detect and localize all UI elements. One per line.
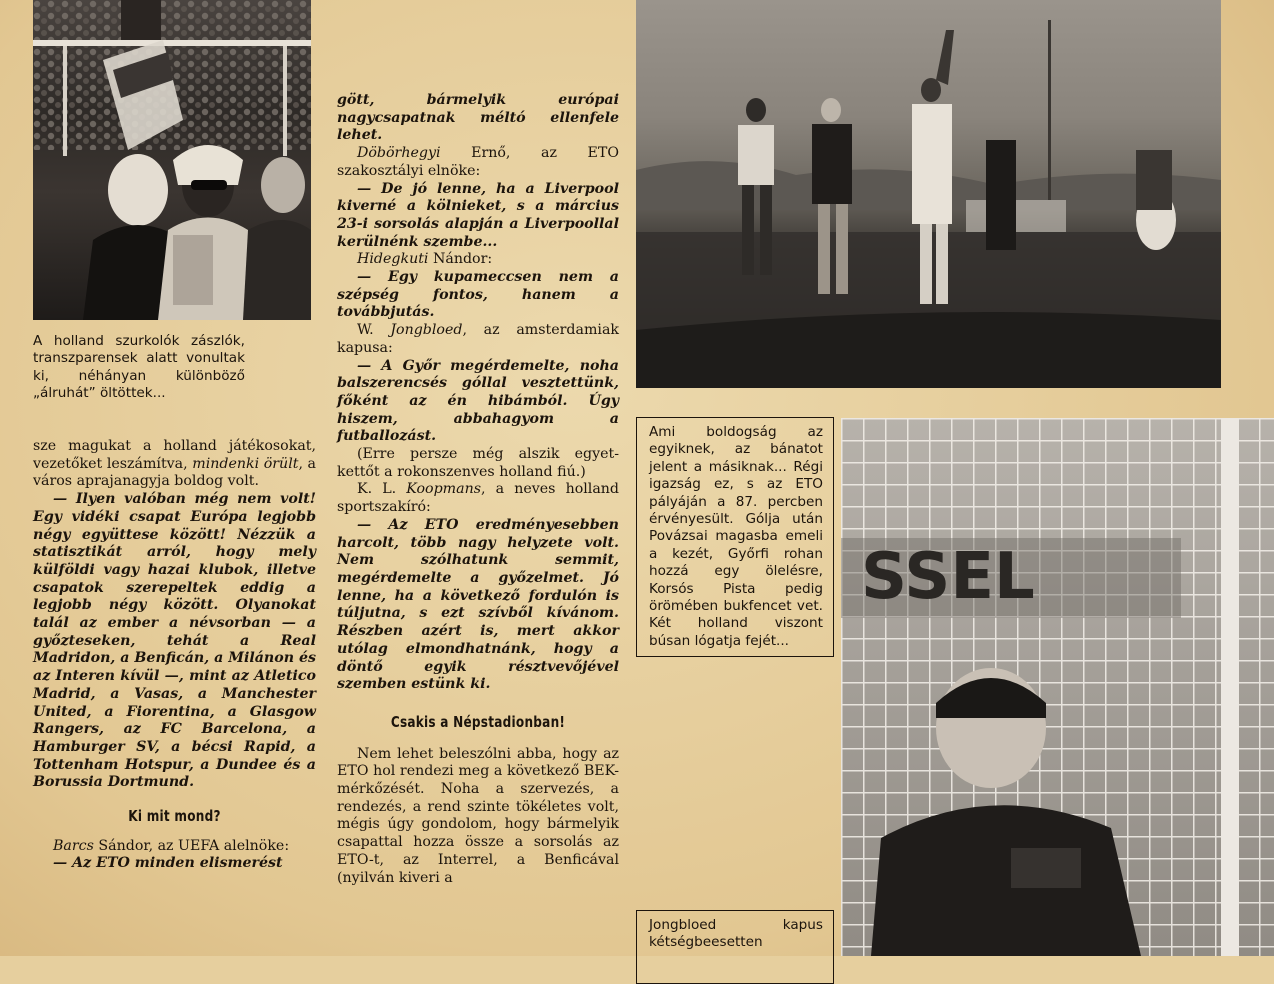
goalkeeper-photo-art <box>841 418 1274 956</box>
heading-csakis-a-nepstadionban: Csakis a Népstadionban! <box>390 712 566 731</box>
col2-dob-quote: — De jó lenne, ha a Liverpool kiverné a kölnieket, s a március 23-i sorsolás alapján a Liverpoollal kerülnénk szembe... <box>337 180 619 250</box>
fans-photo-art <box>33 0 311 320</box>
board-lettering: SSEL <box>861 540 1035 614</box>
col2-jong-quote: — A Győr megérdemelte, noha balszerencsés góllal vesztettünk, főként az én hibámból. Úgy hiszem, abbahagyom a futballozást. <box>337 357 619 445</box>
col1-barcs: Barcs Sándor, az UEFA alelnöke: <box>53 837 290 854</box>
col1-barcs-quote: — Az ETO minden elismerést <box>53 855 283 872</box>
col2-cont: gött, bármelyik európai nagycsapatnak méltó ellenfele lehet. <box>337 92 619 144</box>
article-column-2 <box>337 92 619 887</box>
col2-koop-quote: — Az ETO eredményesebben harcolt, több nagy helyzete volt. Nem szólhatunk semmit, megérdemelte a győzelmet. Jó lenne, ha a következő fordulón is túljutna, s ezt szívből kívánom. Részben azért is, mert akkor utólag elmondhatnánk, hogy a döntő egyik résztvevőjével szemben estünk ki. <box>337 516 619 693</box>
col2-dob: Döbörhegyi Ernő, az ETO szakosztályi elnöke: <box>337 145 619 179</box>
celebration-caption-box: Ami boldogság az egyiknek, az bánatot jelent a másiknak... Régi igazság ez, s az ETO pályáján a 87. percben érvényesült. Gólja után Povázsai magasba emeli a kezét, Győrfi rohan hozzá egy ölelésre, Korsós Pista pedig örömében bukfencet vet. Két holland viszont búsan lógatja fejét... <box>636 417 834 657</box>
col2-body: Nem lehet beleszólni abba, hogy az ETO hol rendezi meg a következő BEK-mérkőzését. Noha a szervezés, a rendezés, a rend szinte tökéletes volt, mégis úgy gondolom, hogy bármelyik csapattal hozza össze a sorsolás az ETO-t, az Interrel, a Benficával (nyilván kiveri a <box>337 745 619 886</box>
col2-koop: K. L. Koopmans, a neves holland sportszakíró: <box>337 481 620 516</box>
goalkeeper-photo <box>841 418 1274 956</box>
match-photo-art <box>636 0 1221 388</box>
col2-jong-note: (Erre persze még alszik egyet-kettőt a rokonszenves holland fiú.) <box>337 446 619 480</box>
col2-hid-quote: — Egy kupameccsen nem a szépség fontos, hanem a továbbjutás. <box>337 269 619 321</box>
fans-photo-caption: A holland szurkolók zászlók, transzparensek alatt vonultak ki, néhányan különböző „álruhát” öltöttek... <box>33 333 245 402</box>
match-photo <box>636 0 1221 388</box>
heading-ki-mit-mond: Ki mit mond? <box>128 807 221 826</box>
col1-quote: — Ilyen valóban még nem volt! Egy vidéki csapat Európa legjobb négy együttese között! Nézzük a statisztikát arról, hogy mely külföldi vagy hazai klubok, illetve csapatok szerepeltek eddig a legjobb négy között. Olyanokat talál az ember a névsorban — a győzteseken, tehát a Real Madridon, a Benficán, a Milánon és az Interen kívül —, mint az Atletico Madrid, a Vasas, a Manchester United, a Fiorentina, a Glasgow Rangers, az FC Barcelona, a Hamburger SV, a bécsi Rapid, a Tottenham Hotspur, a Dundee és a Borussia Dortmund. <box>33 491 316 791</box>
col2-jong: W. Jongbloed, az amsterdamiak kapusa: <box>337 322 619 356</box>
article-column-1 <box>33 438 316 873</box>
fans-photo <box>33 0 311 320</box>
col1-intro: sze magukat a holland játékosokat, vezetőket leszámítva, mindenki örült, a város aprajanagyja boldog volt. <box>33 438 317 490</box>
goalkeeper-caption-box: Jongbloed kapus kétségbeesetten <box>636 910 834 984</box>
col2-hid: Hidegkuti Nándor: <box>357 251 493 268</box>
